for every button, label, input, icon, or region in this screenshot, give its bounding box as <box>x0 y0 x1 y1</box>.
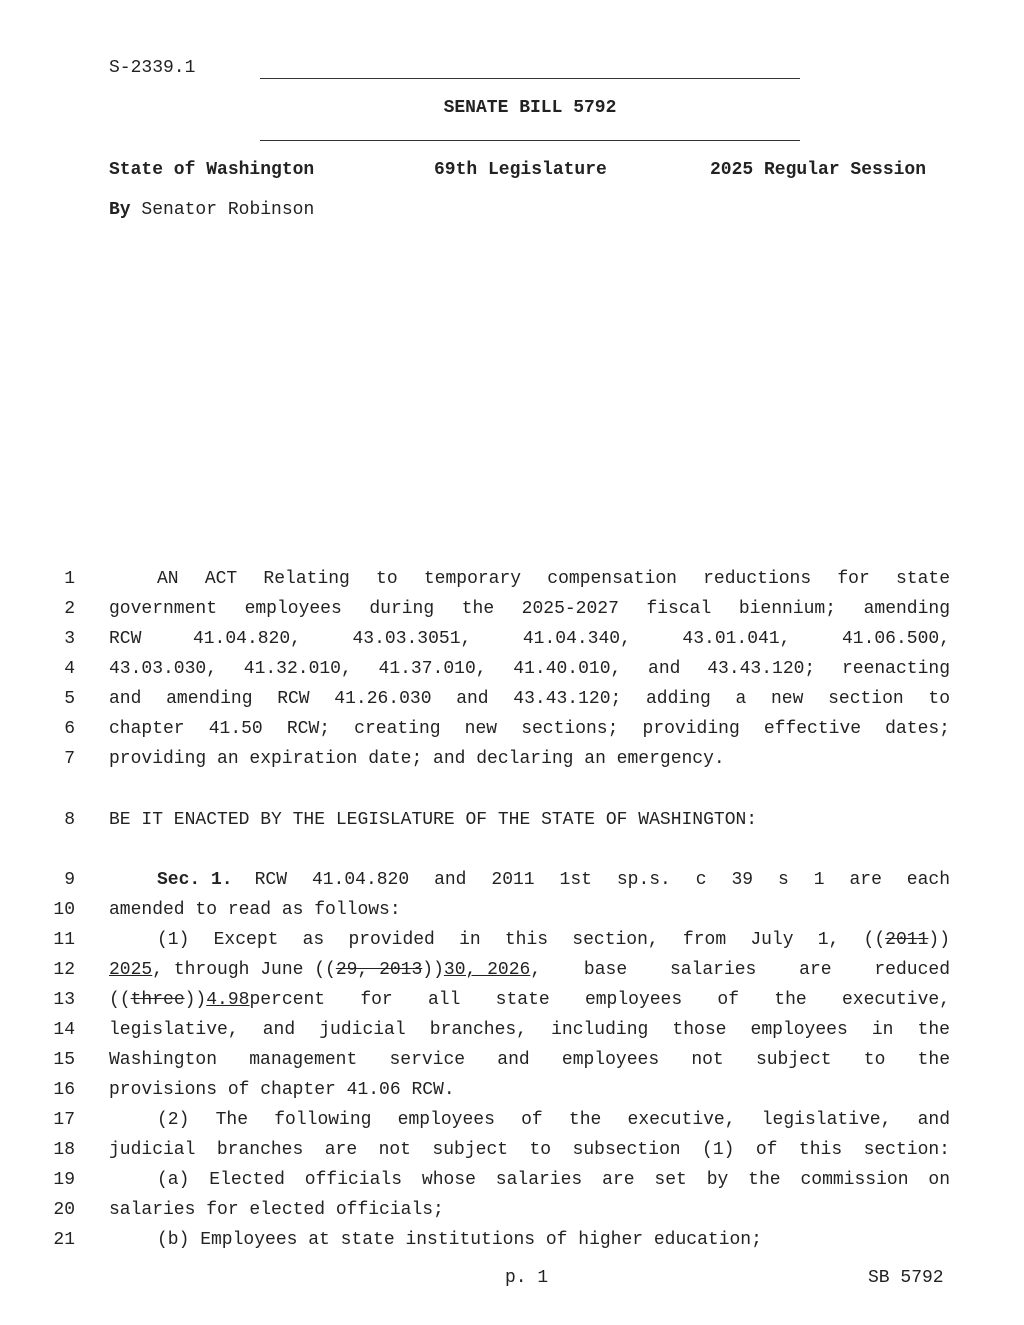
line-number: 2 <box>64 599 75 619</box>
line-number: 4 <box>64 659 75 679</box>
sponsor-name: Senator Robinson <box>141 200 315 220</box>
line-text <box>109 930 950 950</box>
session-label: 2025 Regular Session <box>710 160 927 180</box>
line-number: 16 <box>53 1080 75 1100</box>
line-text: (b) Employees at state institutions of higher education; <box>157 1230 762 1250</box>
line-number: 17 <box>53 1110 75 1130</box>
by-label: By <box>109 200 131 220</box>
line-number: 14 <box>53 1020 75 1040</box>
line-text: chapter 41.50 RCW; creating new sections; providing effective dates; <box>109 719 950 739</box>
line-number: 18 <box>53 1140 75 1160</box>
text-segment: )) <box>184 990 207 1010</box>
text-segment: , base salaries are reduced <box>530 960 950 980</box>
title-rule-bottom <box>260 140 800 141</box>
line-number: 1 <box>64 569 75 589</box>
title-rule-top <box>260 78 800 79</box>
line-text <box>109 870 950 890</box>
line-number: 21 <box>53 1230 75 1250</box>
line-text <box>109 990 950 1010</box>
section-heading: RCW 41.04.820 and 2011 1st sp.s. c 39 s 1 are each <box>254 870 950 890</box>
text-segment: (1) Except as provided in this section, from July 1, (( <box>157 930 886 950</box>
section-label: Sec. 1. <box>157 870 233 890</box>
line-number: 13 <box>53 990 75 1010</box>
line-text: Washington management service and employees not subject to the <box>109 1050 950 1070</box>
text-segment: )) <box>928 930 950 950</box>
footer-bill-ref: SB 5792 <box>868 1268 944 1288</box>
line-number: 20 <box>53 1200 75 1220</box>
line-text: providing an expiration date; and declaring an emergency. <box>109 749 725 769</box>
line-number: 19 <box>53 1170 75 1190</box>
text-segment: (( <box>109 990 131 1010</box>
state-label: State of Washington <box>109 160 315 180</box>
line-number: 11 <box>53 930 75 950</box>
line-text: and amending RCW 41.26.030 and 43.43.120; adding a new section to <box>109 689 950 709</box>
line-text: (a) Elected officials whose salaries are set by the commission on <box>157 1170 950 1190</box>
line-text: salaries for elected officials; <box>109 1200 444 1220</box>
line-number: 12 <box>53 960 75 980</box>
deleted-text: 2011 <box>885 930 929 950</box>
line-text: legislative, and judicial branches, including those employees in the <box>109 1020 950 1040</box>
document-code: S-2339.1 <box>109 58 196 78</box>
inserted-text: 30, 2026 <box>443 960 531 980</box>
page-number: p. 1 <box>505 1268 549 1288</box>
line-text: RCW 41.04.820, 43.03.3051, 41.04.340, 43.01.041, 41.06.500, <box>109 629 950 649</box>
line-number: 10 <box>53 900 75 920</box>
deleted-text: 29, 2013 <box>335 960 423 980</box>
text-segment: percent for all state employees of the executive, <box>249 990 950 1010</box>
line-number: 7 <box>64 749 75 769</box>
line-text: (2) The following employees of the executive, legislative, and <box>157 1110 950 1130</box>
line-text <box>109 960 950 980</box>
inserted-text: 2025 <box>109 960 153 980</box>
line-text: amended to read as follows: <box>109 900 401 920</box>
line-text: judicial branches are not subject to subsection (1) of this section: <box>109 1140 950 1160</box>
line-number: 9 <box>64 870 75 890</box>
enacting-clause: BE IT ENACTED BY THE LEGISLATURE OF THE STATE OF WASHINGTON: <box>109 810 758 830</box>
line-text: AN ACT Relating to temporary compensation reductions for state <box>157 569 950 589</box>
line-number: 6 <box>64 719 75 739</box>
line-number: 3 <box>64 629 75 649</box>
sponsor-line <box>109 200 314 220</box>
line-number: 15 <box>53 1050 75 1070</box>
line-text: government employees during the 2025-2027 fiscal biennium; amending <box>109 599 950 619</box>
deleted-text: three <box>130 990 185 1010</box>
text-segment: )) <box>422 960 444 980</box>
inserted-text: 4.98 <box>206 990 250 1010</box>
legislature-label: 69th Legislature <box>434 160 607 180</box>
line-number: 5 <box>64 689 75 709</box>
line-text: provisions of chapter 41.06 RCW. <box>109 1080 455 1100</box>
line-text: 43.03.030, 41.32.010, 41.37.010, 41.40.010, and 43.43.120; reenacting <box>109 659 950 679</box>
bill-title: SENATE BILL 5792 <box>443 98 617 118</box>
text-segment: , through June (( <box>152 960 336 980</box>
line-number: 8 <box>64 810 75 830</box>
